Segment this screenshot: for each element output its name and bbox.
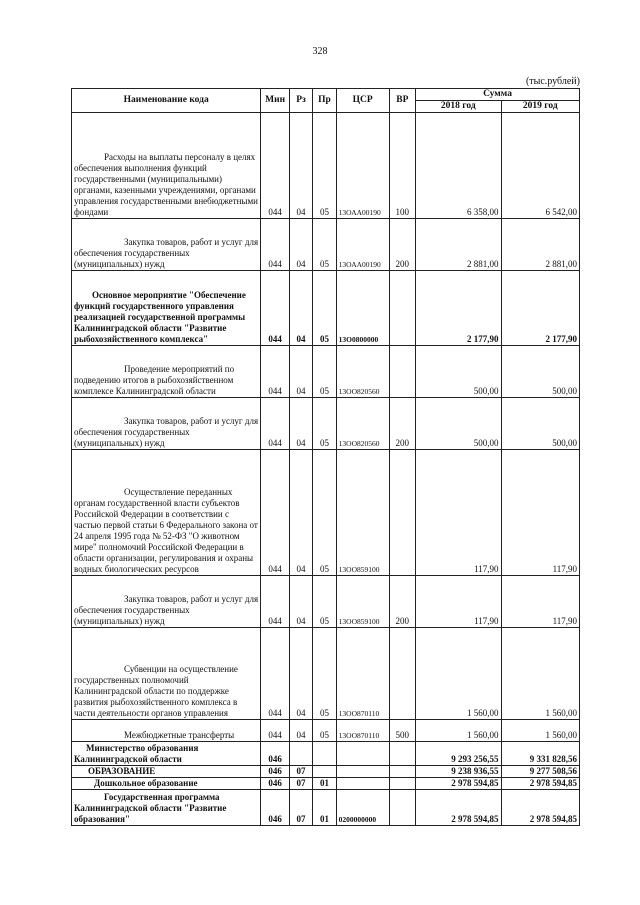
table-row xyxy=(72,766,580,778)
row-pr: 05 xyxy=(313,219,336,271)
header-sum: Сумма xyxy=(416,89,580,101)
row-name: Закупка товаров, работ и услуг для обеспечения государственных (муниципальных) нужд xyxy=(72,576,261,628)
row-rz: 04 xyxy=(289,628,312,720)
table-row xyxy=(72,450,580,576)
row-csr: 13ОАА00190 xyxy=(336,219,389,271)
row-name: Государственная программа Калининградской области "Развитие образования" xyxy=(72,790,261,826)
budget-table xyxy=(71,88,580,826)
table-row xyxy=(72,742,580,766)
row-name: Дошкольное образование xyxy=(72,778,261,790)
table-row xyxy=(72,628,580,720)
row-csr: 13ОО859100 xyxy=(336,576,389,628)
header-2018: 2018 год xyxy=(416,101,502,113)
header-2019: 2019 год xyxy=(501,101,579,113)
row-min: 044 xyxy=(261,450,290,576)
row-csr xyxy=(336,742,389,766)
row-min: 044 xyxy=(261,398,290,450)
header-name: Наименование кода xyxy=(72,89,261,113)
row-min: 044 xyxy=(261,219,290,271)
row-rz: 04 xyxy=(289,271,312,346)
row-name: Межбюджетные трансферты xyxy=(72,720,261,742)
row-name: Проведение мероприятий по подведению итогов в рыбохозяйственном комплексе Калининградской области xyxy=(72,346,261,398)
row-2018: 117,90 xyxy=(416,450,502,576)
row-2018: 2 177,90 xyxy=(416,271,502,346)
units-label: (тыс.рублей) xyxy=(525,76,580,87)
row-vr: 200 xyxy=(389,219,415,271)
row-vr: 200 xyxy=(389,398,415,450)
row-2019: 2 177,90 xyxy=(501,271,579,346)
table-row xyxy=(72,219,580,271)
row-rz: 07 xyxy=(289,778,312,790)
row-rz: 04 xyxy=(289,346,312,398)
row-2019: 500,00 xyxy=(501,346,579,398)
row-vr: 100 xyxy=(389,113,415,219)
row-name: Субвенции на осуществление государственных полномочий Калининградской области по поддержке развития рыбохозяйственного комплекса в части деятельности органов управления xyxy=(72,628,261,720)
row-2019: 1 560,00 xyxy=(501,720,579,742)
row-vr xyxy=(389,628,415,720)
row-2019: 2 881,00 xyxy=(501,219,579,271)
row-csr: 13ОАА00190 xyxy=(336,113,389,219)
row-name: ОБРАЗОВАНИЕ xyxy=(72,766,261,778)
row-name: Основное мероприятие "Обеспечение функций государственного управления реализацией государственной программы Калининградской области "Развитие рыбохозяйственного комплекса" xyxy=(72,271,261,346)
row-2019: 6 542,00 xyxy=(501,113,579,219)
row-pr: 05 xyxy=(313,450,336,576)
row-2018: 1 560,00 xyxy=(416,720,502,742)
row-2018: 6 358,00 xyxy=(416,113,502,219)
page-number: 328 xyxy=(312,46,328,57)
row-rz: 07 xyxy=(289,790,312,826)
row-vr xyxy=(389,450,415,576)
row-2018: 2 978 594,85 xyxy=(416,778,502,790)
row-2018: 9 238 936,55 xyxy=(416,766,502,778)
row-rz: 04 xyxy=(289,398,312,450)
header-pr: Пр xyxy=(313,89,336,113)
row-name: Закупка товаров, работ и услуг для обеспечения государственных (муниципальных) нужд xyxy=(72,219,261,271)
row-csr: 13О0800000 xyxy=(336,271,389,346)
table-row xyxy=(72,778,580,790)
row-vr xyxy=(389,790,415,826)
table-row xyxy=(72,346,580,398)
row-rz: 04 xyxy=(289,450,312,576)
row-rz: 04 xyxy=(289,720,312,742)
row-min: 044 xyxy=(261,720,290,742)
table-row xyxy=(72,790,580,826)
row-pr xyxy=(313,742,336,766)
header-csr: ЦСР xyxy=(336,89,389,113)
row-csr: 0200000000 xyxy=(336,790,389,826)
row-pr: 05 xyxy=(313,398,336,450)
row-2018: 2 978 594,85 xyxy=(416,790,502,826)
row-2018: 2 881,00 xyxy=(416,219,502,271)
table-row xyxy=(72,113,580,219)
row-csr: 13ОО870110 xyxy=(336,628,389,720)
row-2018: 500,00 xyxy=(416,346,502,398)
row-rz: 04 xyxy=(289,113,312,219)
row-min: 044 xyxy=(261,113,290,219)
row-2019: 117,90 xyxy=(501,576,579,628)
row-2019: 1 560,00 xyxy=(501,628,579,720)
row-vr xyxy=(389,766,415,778)
row-2019: 2 978 594,85 xyxy=(501,778,579,790)
row-name: Расходы на выплаты персоналу в целях обеспечения выполнения функций государственными (муниципальными) органами, казенными учреждениями, органами управления государственными внебюджетными фондами xyxy=(72,113,261,219)
row-rz xyxy=(289,742,312,766)
row-csr: 13ОО870110 xyxy=(336,720,389,742)
row-csr: 13ОО859100 xyxy=(336,450,389,576)
row-pr: 01 xyxy=(313,790,336,826)
table-row xyxy=(72,576,580,628)
row-pr: 05 xyxy=(313,346,336,398)
header-min: Мин xyxy=(261,89,290,113)
row-pr: 05 xyxy=(313,271,336,346)
row-rz: 04 xyxy=(289,576,312,628)
row-2018: 500,00 xyxy=(416,398,502,450)
row-vr: 200 xyxy=(389,576,415,628)
row-min: 046 xyxy=(261,778,290,790)
row-2019: 9 331 828,56 xyxy=(501,742,579,766)
row-csr xyxy=(336,766,389,778)
row-min: 046 xyxy=(261,742,290,766)
row-2019: 9 277 508,56 xyxy=(501,766,579,778)
row-pr: 05 xyxy=(313,628,336,720)
row-2019: 117,90 xyxy=(501,450,579,576)
row-min: 044 xyxy=(261,346,290,398)
row-vr xyxy=(389,778,415,790)
header-vr: ВР xyxy=(389,89,415,113)
row-min: 044 xyxy=(261,576,290,628)
row-min: 044 xyxy=(261,628,290,720)
row-pr: 01 xyxy=(313,778,336,790)
row-vr xyxy=(389,346,415,398)
row-name: Закупка товаров, работ и услуг для обеспечения государственных (муниципальных) нужд xyxy=(72,398,261,450)
row-2018: 117,90 xyxy=(416,576,502,628)
row-vr: 500 xyxy=(389,720,415,742)
row-min: 046 xyxy=(261,766,290,778)
row-pr: 05 xyxy=(313,113,336,219)
table-row xyxy=(72,398,580,450)
table-row xyxy=(72,271,580,346)
row-pr xyxy=(313,766,336,778)
row-pr: 05 xyxy=(313,720,336,742)
row-rz: 04 xyxy=(289,219,312,271)
row-pr: 05 xyxy=(313,576,336,628)
header-rz: Рз xyxy=(289,89,312,113)
row-2018: 9 293 256,55 xyxy=(416,742,502,766)
row-2018: 1 560,00 xyxy=(416,628,502,720)
row-name: Осуществление переданных органам государственной власти субъектов Российской Федерации в соответствии с частью первой статьи 6 Федерального закона от 24 апреля 1995 года № 52-ФЗ "О животном мире" полномочий Российской Федерации в области организации, регулирования и охраны водных биологических ресурсов xyxy=(72,450,261,576)
row-csr: 13ОО820560 xyxy=(336,398,389,450)
row-2019: 500,00 xyxy=(501,398,579,450)
row-csr: 13ОО820560 xyxy=(336,346,389,398)
row-min: 044 xyxy=(261,271,290,346)
row-rz: 07 xyxy=(289,766,312,778)
row-min: 046 xyxy=(261,790,290,826)
row-vr xyxy=(389,742,415,766)
row-name: Министерство образования Калининградской области xyxy=(72,742,261,766)
table-row xyxy=(72,720,580,742)
row-2019: 2 978 594,85 xyxy=(501,790,579,826)
row-vr xyxy=(389,271,415,346)
row-csr xyxy=(336,778,389,790)
